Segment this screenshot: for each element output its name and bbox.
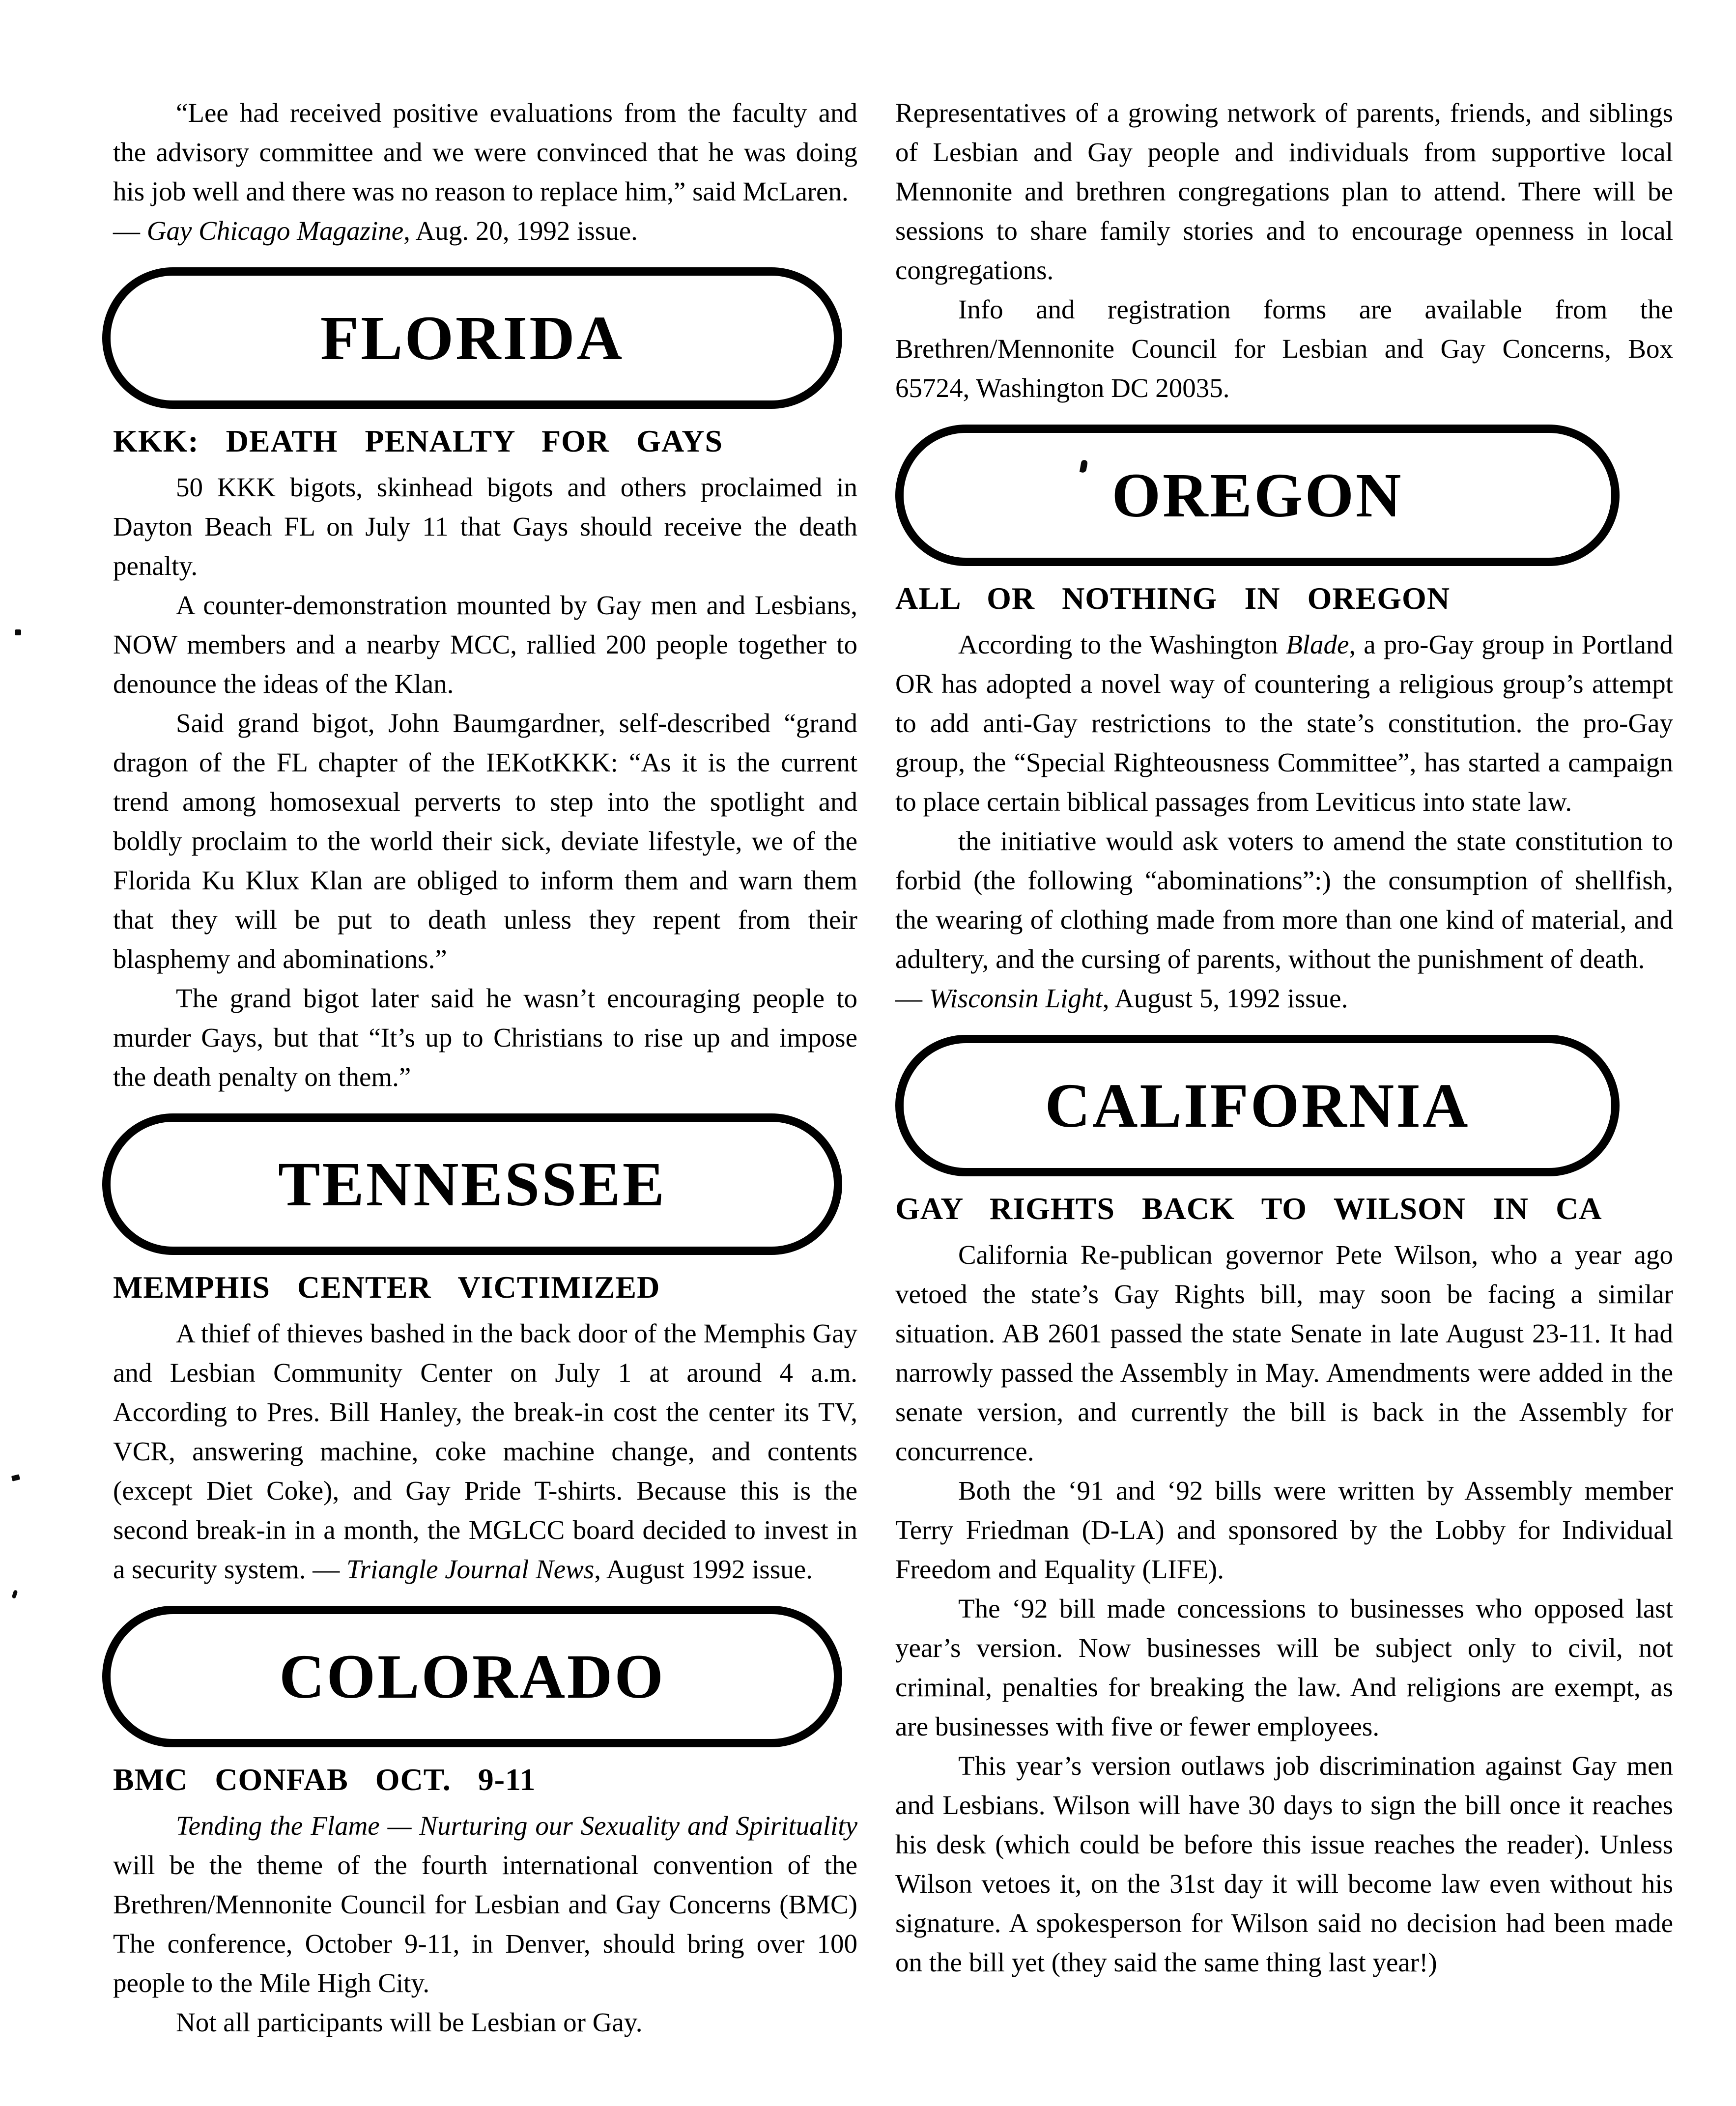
scan-artifact [11,1474,20,1481]
right-column [895,0,1673,1982]
tennessee-article-headline: MEMPHIS CENTER VICTIMIZED [113,1270,660,1305]
state-banner-florida [102,267,842,409]
florida-article-headline: KKK: DEATH PENALTY FOR GAYS [113,424,723,458]
left-column [113,0,857,2042]
state-banner-colorado-label: COLORADO [279,1641,665,1711]
florida-paragraph-2: A counter-demonstration mounted by Gay men and Lesbians, NOW members and a nearby MCC, rallied 200 people together to denounce the ideas of the Klan. [113,590,857,699]
scan-artifact [12,1590,18,1599]
state-banner-colorado [102,1606,842,1747]
oregon-article-headline: ALL OR NOTHING IN OREGON [895,581,1451,616]
florida-paragraph-4: The grand bigot later said he wasn’t encouraging people to murder Gays, but that “It’s up to Christians to rise up and impose the death penalty on them.” [113,983,857,1092]
state-banner-florida-label: FLORIDA [320,303,625,373]
california-article-headline: GAY RIGHTS BACK TO WILSON IN CA [895,1191,1602,1226]
state-banner-tennessee [102,1113,842,1255]
colorado-paragraph-2: Not all participants will be Lesbian or Gay. [176,2007,643,2037]
oregon-source-attribution: — Wisconsin Light, August 5, 1992 issue. [895,983,1348,1013]
state-banner-california [895,1035,1620,1176]
tennessee-paragraph-1: A thief of thieves bashed in the back door of the Memphis Gay and Lesbian Community Center on July 1 at around 4 a.m. According to Pres. Bill Hanley, the break-in cost the center its TV, VCR, answering machine, coke machine change, and contents (except Diet Coke), and Gay Pride T-shirts. Because this is the second break-in in a month, the MGLCC board decided to invest in a security system. — Triangle Journal News, August 1992 issue. [113,1318,857,1584]
bmc-continuation-paragraph-1: Representatives of a growing network of parents, friends, and siblings of Lesbian and Gay people and individuals from supportive local Mennonite and brethren congregations plan to attend. There will be sessions to share family stories and to encourage openness in local congregations. [895,98,1673,285]
oregon-paragraph-1: According to the Washington Blade, a pro-Gay group in Portland OR has adopted a novel way of countering a religious group’s attempt to add anti-Gay restrictions to the state’s constitution. the pro-Gay group, the “Special Righteousness Committee”, has started a campaign to place certain biblical passages from Leviticus into state law. [895,629,1673,817]
oregon-paragraph-2: the initiative would ask voters to amend the state constitution to forbid (the following “abominations”:) the consumption of shellfish, the wearing of clothing made from more than one kind of material, and adultery, and the cursing of parents, without the punishment of death. [895,826,1673,974]
florida-paragraph-1: 50 KKK bigots, skinhead bigots and others proclaimed in Dayton Beach FL on July 11 that Gays should receive the death penalty. [113,472,857,581]
state-banner-california-label: CALIFORNIA [1045,1070,1470,1140]
colorado-article-headline: BMC CONFAB OCT. 9-11 [113,1762,536,1797]
state-banner-oregon [895,425,1620,566]
california-paragraph-4: This year’s version outlaws job discrimination against Gay men and Lesbians. Wilson will have 30 days to sign the bill once it reaches his desk (which could be before this issue reaches the reader). Unless Wilson vetoes it, on the 31st day it will become law even without his signature. A spokesperson for Wilson said no decision had been made on the bill yet (they said the same thing last year!) [895,1751,1673,1977]
intro-paragraph: “Lee had received positive evaluations from the faculty and the advisory committee and we were convinced that he was doing his job well and there was no reason to replace him,” said McLaren. [113,98,857,206]
bmc-continuation-paragraph-2: Info and registration forms are available from the Brethren/Mennonite Council for Lesbian and Gay Concerns, Box 65724, Washington DC 20035. [895,294,1673,403]
california-paragraph-1: California Re-publican governor Pete Wilson, who a year ago vetoed the state’s Gay Rights bill, may soon be facing a similar situation. AB 2601 passed the state Senate in late August 23-11. It had narrowly passed the Assembly in May. Amendments were added in the senate version, and currently the bill is back in the Assembly for concurrence. [895,1240,1673,1466]
california-paragraph-2: Both the ‘91 and ‘92 bills were written by Assembly member Terry Friedman (D-LA) and sponsored by the Lobby for Individual Freedom and Equality (LIFE). [895,1476,1673,1584]
state-banner-oregon-label: OREGON [1111,460,1403,530]
california-paragraph-3: The ‘92 bill made concessions to businesses who opposed last year’s version. Now businesses will be subject only to civil, not criminal, penalties for breaking the law. And religions are exempt, as are businesses with five or fewer employees. [895,1594,1673,1741]
colorado-paragraph-1: Tending the Flame — Nurturing our Sexuality and Spirituality will be the theme of the fourth international convention of the Brethren/Mennonite Council for Lesbian and Gay Concerns (BMC) The conference, October 9-11, in Denver, should bring over 100 people to the Mile High City. [113,1811,857,1998]
florida-paragraph-3: Said grand bigot, John Baumgardner, self-described “grand dragon of the FL chapter of the IEKotKKK: “As it is the current trend among homosexual perverts to step into the spotlight and boldly proclaim to the world their sick, deviate lifestyle, we of the Florida Ku Klux Klan are obliged to inform them and warn them that they will be put to death unless they repent from their blasphemy and abominations.” [113,708,857,974]
state-banner-tennessee-label: TENNESSEE [278,1149,667,1219]
intro-source-attribution: — Gay Chicago Magazine, Aug. 20, 1992 issue. [113,216,638,246]
scan-artifact [15,629,21,635]
